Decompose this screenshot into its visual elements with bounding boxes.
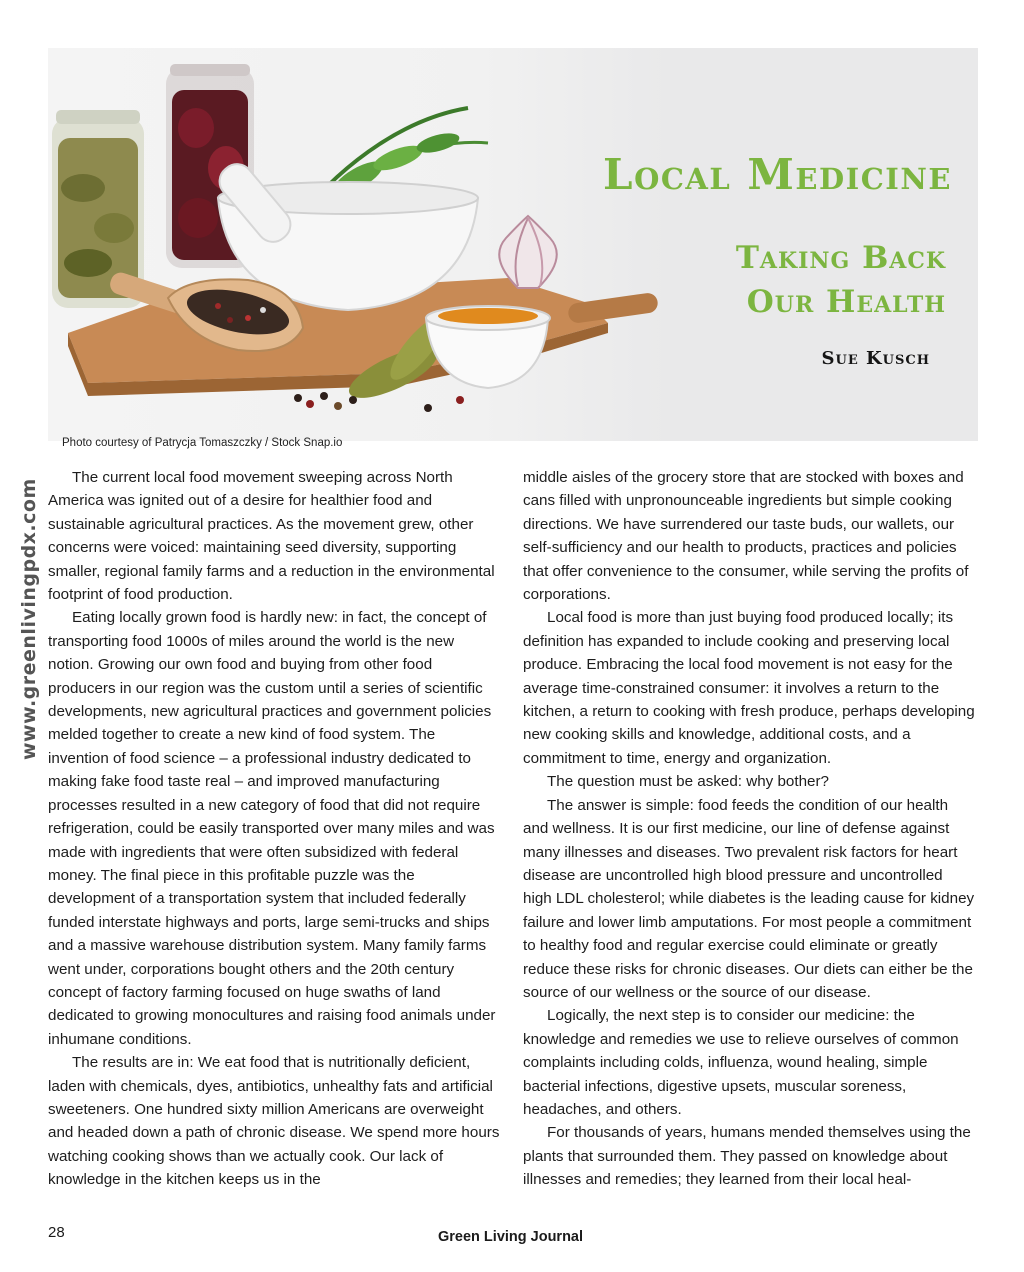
- paragraph: The results are in: We eat food that is nutritionally deficient, laden with chemicals, dyes, antibiotics, unhealthy fats and artificial sweeteners. One hundred sixty million Americans are overweight and headed down a path of chronic disease. We spend more hours watching cooking shows than we actually cook. Our lack of knowledge in the kitchen keeps us in the: [48, 1054, 500, 1189]
- garlic-bulb: [499, 216, 557, 288]
- article-author: Sue Kusch: [821, 348, 930, 369]
- website-url: www.greenlivingpdx.com: [18, 478, 40, 760]
- photo-caption: Photo courtesy of Patrycja Tomaszczky / Stock Snap.io: [62, 437, 343, 449]
- hero-banner: [48, 48, 978, 441]
- herbs-mortar-illustration: [48, 48, 668, 441]
- subtitle-line-1: Taking Back: [735, 240, 946, 276]
- article-column-left: [48, 466, 500, 1192]
- subtitle-line-2: Our Health: [746, 284, 946, 320]
- paragraph: Logically, the next step is to consider our medicine: the knowledge and remedies we use to relieve ourselves of common complaints including colds, influenza, wound healing, simple bacterial infections, digestive upsets, muscular soreness, headaches, and others.: [523, 1007, 959, 1118]
- article-subtitle: [736, 236, 946, 324]
- paragraph: Eating locally grown food is hardly new: in fact, the concept of transporting food 1000s of miles around the world is the new notion. Growing our own food and buying from other food producers in our region was the custom until a series of scientific developments, new agricultural practices and government policies melded together to create a new kind of food system. The invention of food science – a professional industry dedicated to making fake food taste real – and improved manufacturing processes resulted in a new category of food that did not require refrigeration, could be easily transported over many miles and was made with ingredients that were often subsidized with federal money. The final piece in this profitable puzzle was the development of a transportation system that included federally funded interstate highways and ports, large semi-trucks and ships and a massive warehouse distribution system. Many family farms went under, corporations bought others and the 20th century concept of factory farming focused on huge swaths of land dedicated to growing monocultures and raising food animals under inhumane conditions.: [48, 609, 496, 1048]
- paragraph: Local food is more than just buying food produced locally; its definition has expanded to include cooking and preserving local produce. Embracing the local food movement is not easy for the average time-constrained consumer: it involves a return to the kitchen, a return to cooking with fresh produce, perhaps developing new cooking skills and knowledge, additional costs, and a commitment to time, energy and organization.: [523, 609, 975, 767]
- paragraph: The current local food movement sweeping across North America was ignited out of a desire for healthier food and sustainable agricultural practices. As the movement grew, other concerns were voiced: maintaining seed diversity, supporting smaller, regional family farms and a reduction in the environmental footprint of food production.: [48, 469, 495, 604]
- journal-name: Green Living Journal: [438, 1229, 584, 1245]
- paragraph: The question must be asked: why bother?: [547, 773, 829, 791]
- article-column-right: [523, 466, 975, 1192]
- paragraph: The answer is simple: food feeds the condition of our health and wellness. It is our first medicine, our line of defense against many illnesses and diseases. Two prevalent risk factors for heart disease are uncontrolled high blood pressure and uncontrolled high LDL cholesterol; while diabetes is the leading cause for kidney failure and lower limb amputations. For most people a commitment to healthy food and regular exercise could eliminate or greatly reduce these risks for chronic diseases. Our diets can either be the source of our wellness or the source of our disease.: [523, 796, 975, 1001]
- herbs-photo: [48, 48, 668, 441]
- paragraph: For thousands of years, humans mended themselves using the plants that surrounded them. They passed on knowledge about illnesses and remedies; they learned from their local heal-: [523, 1124, 971, 1189]
- article-title: Local Medicine: [603, 150, 952, 199]
- page-number: 28: [48, 1224, 65, 1241]
- paragraph: middle aisles of the grocery store that are stocked with boxes and cans filled with unpronounceable ingredients but simple cooking directions. We have surrendered our taste buds, our wallets, our self-sufficiency and our health to products, practices and policies that offer convenience to the consumer, while serving the profits of corporations.: [523, 469, 969, 604]
